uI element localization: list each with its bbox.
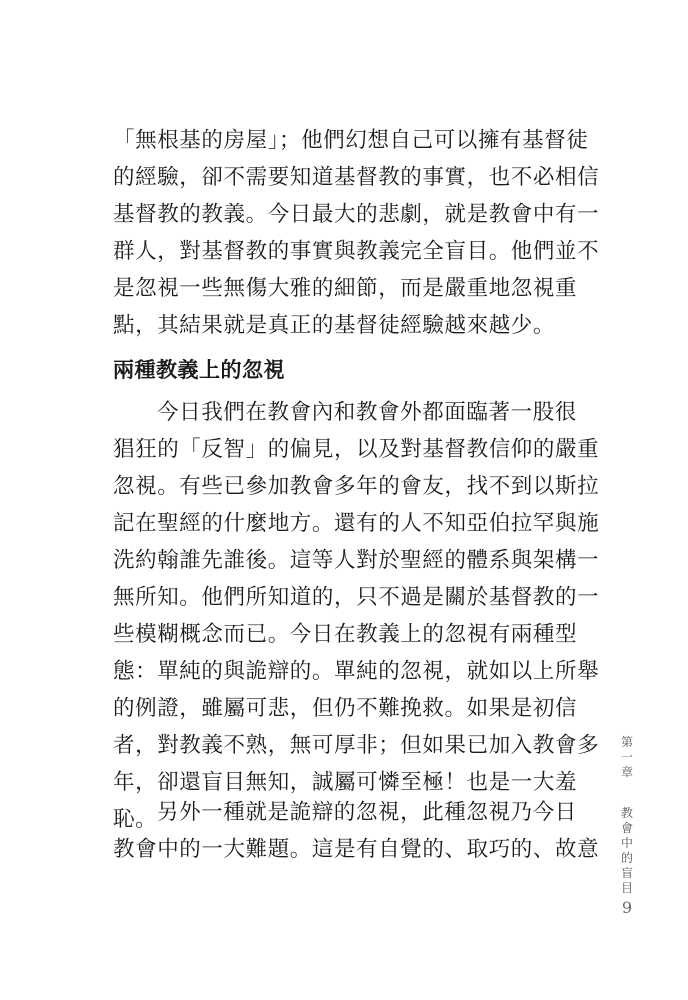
text-line: 基督教的教義。今日最大的悲劇，就是教會中有一 [113,202,600,227]
vertical-char: 的 [620,851,633,865]
running-header-vertical [617,735,637,896]
section-heading: 兩種教義上的忽視 [113,357,285,382]
vertical-char: 章 [620,765,633,779]
text-line: 的例證，雖屬可悲，但仍不難挽救。如果是初信 [113,696,578,721]
text-line: 無所知。他們所知道的，只不過是關於基督教的一 [113,585,600,610]
text-line: 恥。 [113,807,158,832]
text-line: 點，其結果就是真正的基督徒經驗越來越少。 [113,313,556,338]
vertical-char: 會 [620,821,633,835]
chapter-title [617,806,637,896]
text-line: 者，對教義不熟，無可厚非；但如果已加入教會多 [113,733,600,758]
text-line: 的經驗，卻不需要知道基督教的事實，也不必相信 [113,165,600,190]
text-line: 另外一種就是詭辯的忽視，此種忽視乃今日 [157,800,577,825]
paragraph-3 [113,794,600,868]
text-line: 教會中的一大難題。這是有自覺的、取巧的、故意 [113,837,600,862]
page-number: 9 [621,898,633,917]
vertical-char: 教 [620,806,633,820]
paragraph-1 [113,122,600,344]
vertical-char: 目 [620,881,633,895]
vertical-char: 第 [620,735,633,749]
text-line: 些模糊概念而已。今日在教義上的忽視有兩種型 [113,622,578,647]
text-line: 年，卻還盲目無知，誠屬可憐至極！也是一大羞 [113,770,578,795]
text-line: 群人，對基督教的事實與教義完全盲目。他們並不 [113,239,600,264]
vertical-char: 盲 [620,866,633,880]
vertical-char: 中 [620,836,633,850]
text-line: 洗約翰誰先誰後。這等人對於聖經的體系與架構一 [113,548,600,573]
text-line: 猖狂的「反智」的偏見，以及對基督教信仰的嚴重 [113,437,600,462]
chapter-label [617,735,637,780]
text-line: 態：單純的與詭辯的。單純的忽視，就如以上所舉 [113,659,600,684]
text-line: 記在聖經的什麼地方。還有的人不知亞伯拉罕與施 [113,511,600,536]
text-line: 「無根基的房屋」；他們幻想自己可以擁有基督徒 [113,128,589,153]
text-line: 今日我們在教會內和教會外都面臨著一股很 [157,400,577,425]
text-line: 是忽視一些無傷大雅的細節，而是嚴重地忽視重 [113,276,578,301]
vertical-char: 一 [620,750,633,764]
text-line: 忽視。有些已參加教會多年的會友，找不到以斯拉 [113,474,600,499]
paragraph-2 [113,394,600,838]
